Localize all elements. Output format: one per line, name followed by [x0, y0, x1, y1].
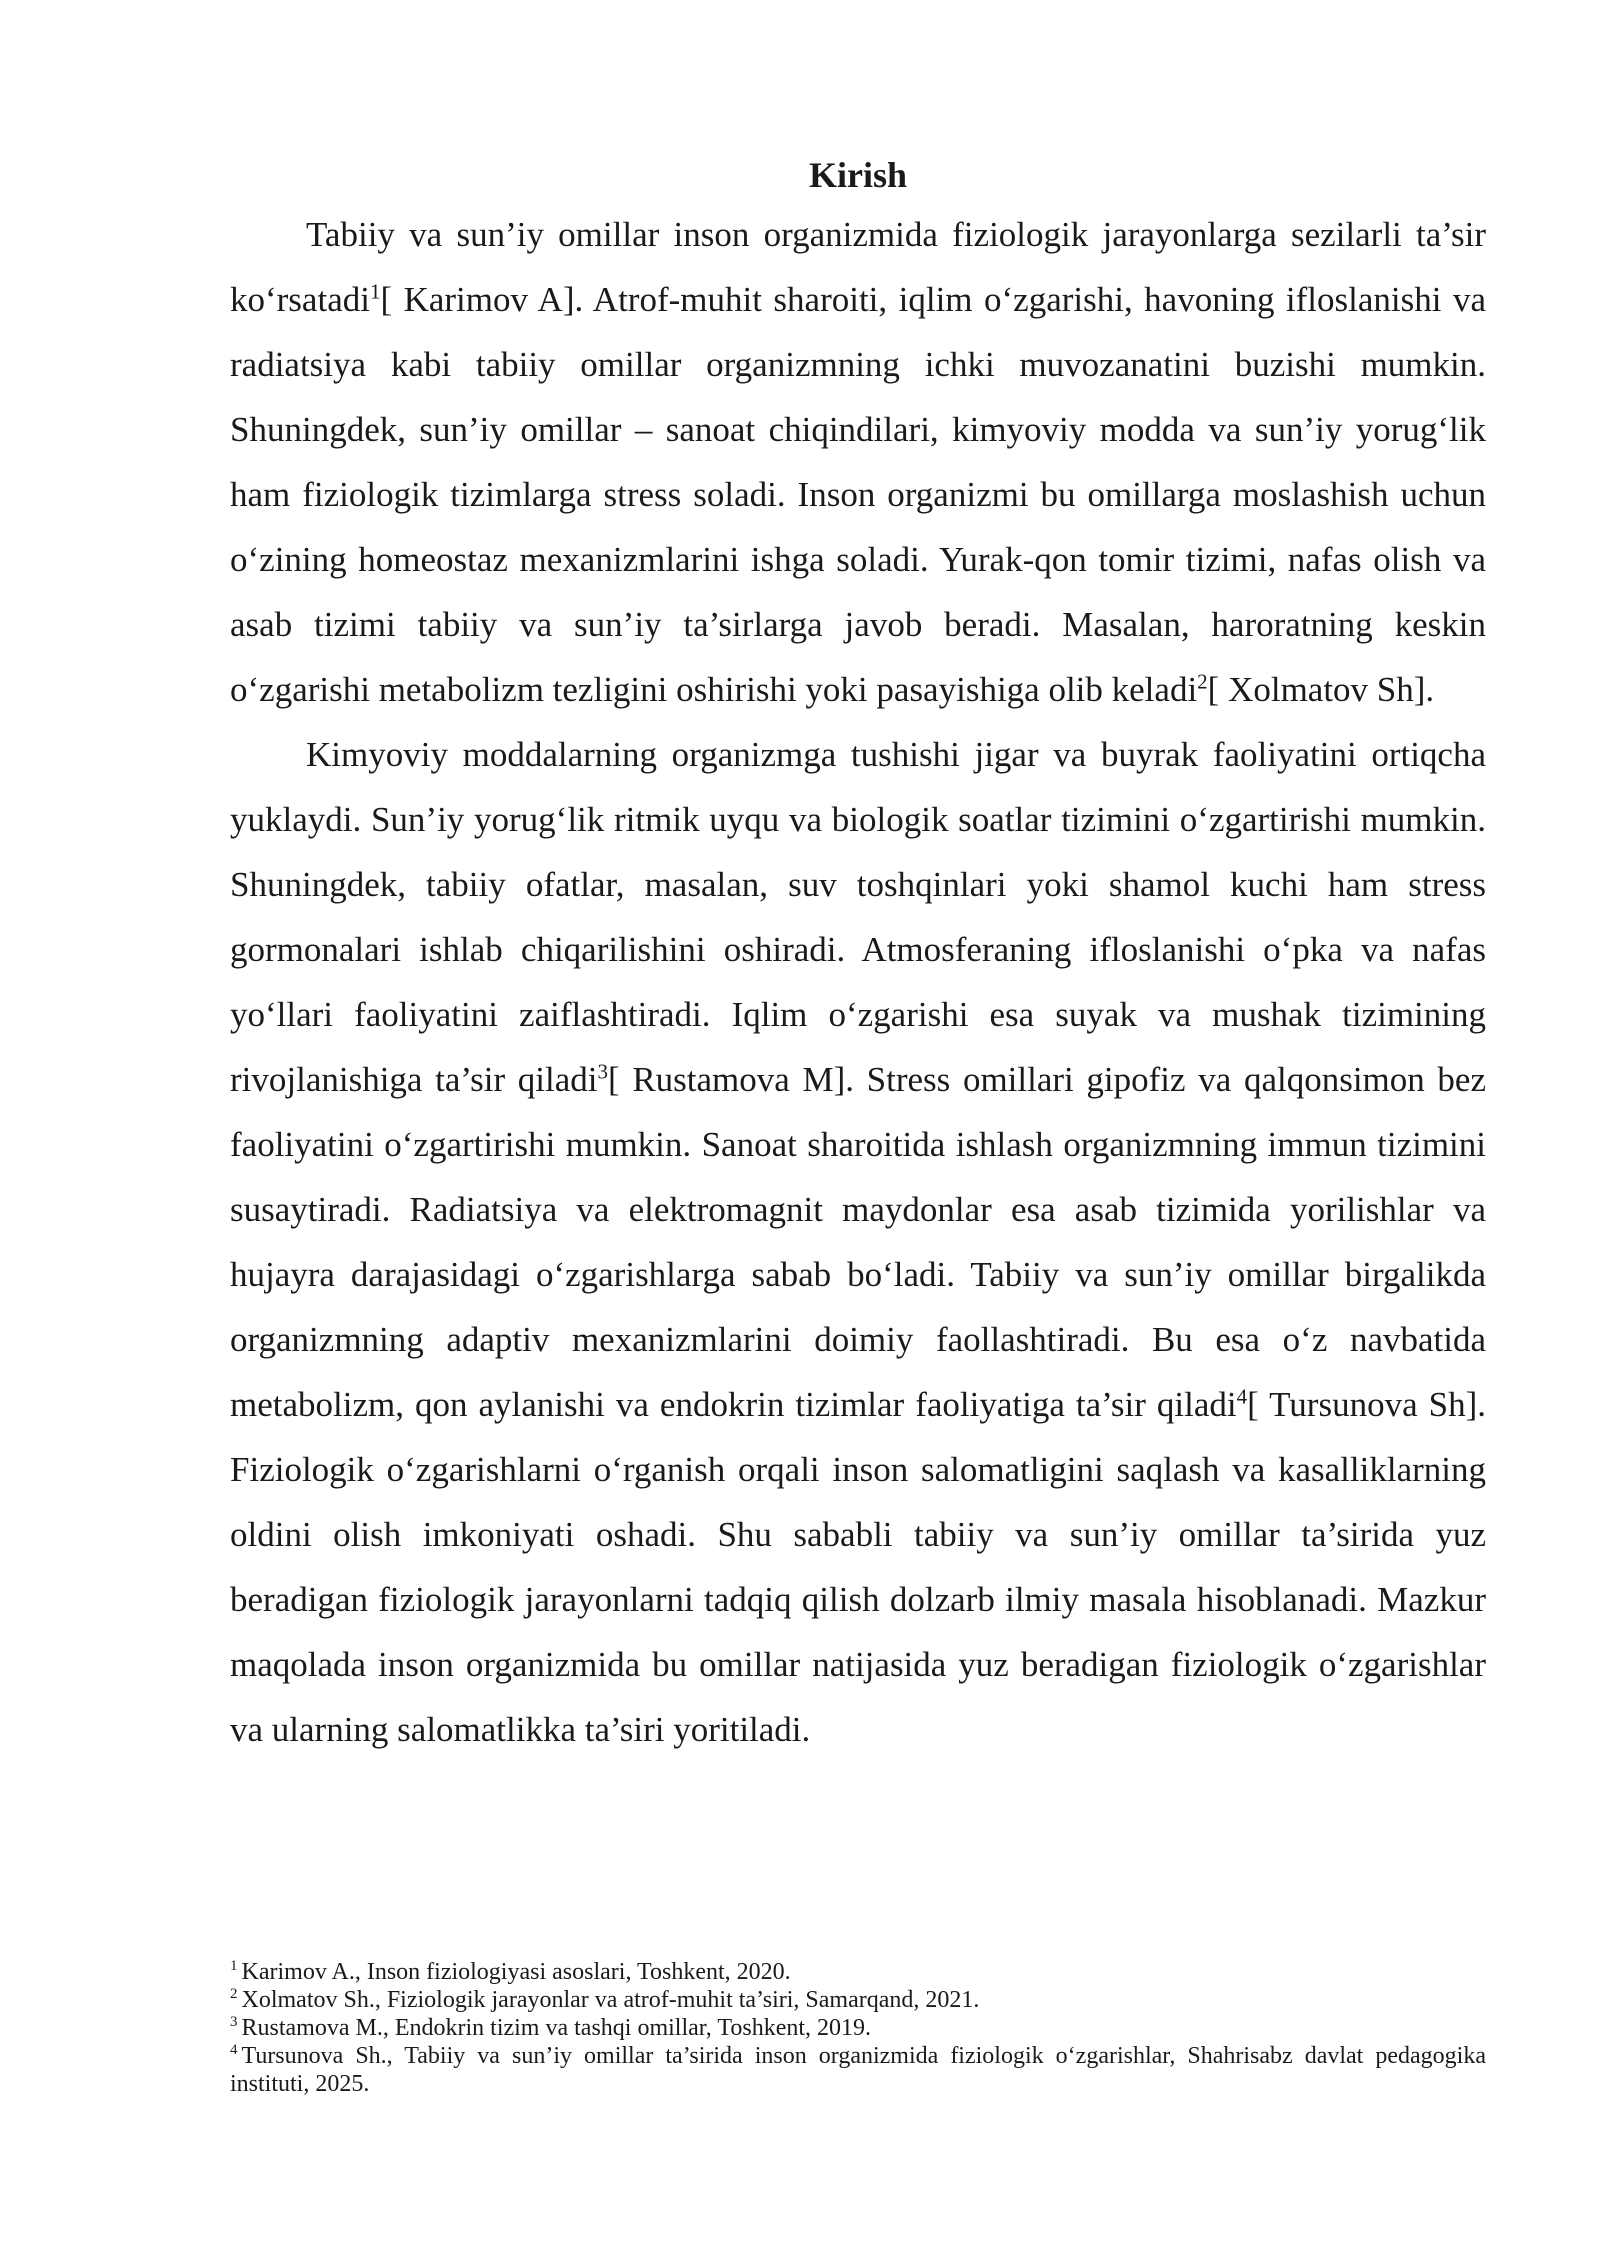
footnote-2 — [230, 1986, 1486, 2014]
footnote-number: 4 — [230, 2042, 238, 2058]
footnote-number: 1 — [230, 1958, 238, 1974]
paragraph-2-text-a: Kimyoviy moddalarning organizmga tushishi jigar va buyrak faoliyatini ortiqcha yuklaydi. Sun’iy yorug‘lik ritmik uyqu va biologik soatlar tizimini o‘zgartirishi mumkin. Shuningdek, tabiiy ofatlar, masalan, suv toshqinlari yoki shamol kuchi ham stress gormonalari ishlab chiqarilishini oshiradi. Atmosferaning ifloslanishi o‘pka va nafas yo‘llari faoliyatini zaiflashtiradi. Iqlim o‘zgarishi esa suyak va mushak tizimining rivojlanishiga ta’sir qiladi — [230, 735, 1486, 1099]
footnote-1 — [230, 1958, 1486, 1986]
footnote-text: Xolmatov Sh., Fiziologik jarayonlar va atrof-muhit ta’siri, Samarqand, 2021. — [241, 1987, 980, 2013]
footnote-ref-3: 3 — [597, 1059, 608, 1084]
paragraph-2-text-c: [ Tursunova Sh]. Fiziologik o‘zgarishlarni o‘rganish orqali inson salomatligini saqlash va kasalliklarning oldini olish imkoniyati oshadi. Shu sababli tabiiy va sun’iy omillar ta’sirida yuz beradigan fiziologik jarayonlarni tadqiq qilish dolzarb ilmiy masala hisoblanadi. Mazkur maqolada inson organizmida bu omillar natijasida yuz beradigan fiziologik o‘zgarishlar va ularning salomatlikka ta’siri yoritiladi. — [230, 1385, 1486, 1749]
footnote-ref-2: 2 — [1197, 669, 1208, 694]
footnote-3 — [230, 2014, 1486, 2042]
paragraph-1 — [230, 202, 1486, 722]
footnote-text: Karimov A., Inson fiziologiyasi asoslari, Toshkent, 2020. — [241, 1959, 791, 1985]
paragraph-1-text-c: [ Xolmatov Sh]. — [1207, 670, 1435, 709]
footnote-number: 2 — [230, 1986, 238, 2002]
footnote-4 — [230, 2042, 1486, 2098]
paragraph-1-text-b: [ Karimov A]. Atrof-muhit sharoiti, iqlim o‘zgarishi, havoning ifloslanishi va radiatsiya kabi tabiiy omillar organizmning ichki muvozanatini buzishi mumkin. Shuningdek, sun’iy omillar – sanoat chiqindilari, kimyoviy modda va sun’iy yorug‘lik ham fiziologik tizimlarga stress soladi. Inson organizmi bu omillarga moslashish uchun o‘zining homeostaz mexanizmlarini ishga soladi. Yurak-qon tomir tizimi, nafas olish va asab tizimi tabiiy va sun’iy ta’sirlarga javob beradi. Masalan, haroratning keskin o‘zgarishi metabolizm tezligini oshirishi yoki pasayishiga olib keladi — [230, 280, 1486, 709]
paragraph-2-text-b: [ Rustamova M]. Stress omillari gipofiz va qalqonsimon bez faoliyatini o‘zgartirishi mumkin. Sanoat sharoitida ishlash organizmning immun tizimini susaytiradi. Radiatsiya va elektromagnit maydonlar esa asab tizimida yorilishlar va hujayra darajasidagi o‘zgarishlarga sabab bo‘ladi. Tabiiy va sun’iy omillar birgalikda organizmning adaptiv mexanizmlarini doimiy faollashtiradi. Bu esa o‘z navbatida metabolizm, qon aylanishi va endokrin tizimlar faoliyatiga ta’sir qiladi — [230, 1060, 1487, 1424]
document-body — [230, 148, 1486, 1762]
paragraph-2 — [230, 722, 1486, 1762]
footnote-number: 3 — [230, 2014, 238, 2030]
footnote-ref-1: 1 — [369, 279, 381, 304]
footnote-text: Rustamova M., Endokrin tizim va tashqi omillar, Toshkent, 2019. — [241, 2015, 872, 2041]
footnote-text: Tursunova Sh., Tabiiy va sun’iy omillar ta’sirida inson organizmida fiziologik o‘zgarishlar, Shahrisabz davlat pedagogika instituti, 2025. — [230, 2043, 1486, 2097]
footnotes — [230, 1958, 1486, 2098]
footnote-ref-4: 4 — [1236, 1384, 1248, 1409]
page-title: Kirish — [808, 155, 907, 195]
paragraph-1-text-a: Tabiiy va sun’iy omillar inson organizmida fiziologik jarayonlarga sezilarli ta’sir ko‘rsatadi — [230, 215, 1486, 319]
